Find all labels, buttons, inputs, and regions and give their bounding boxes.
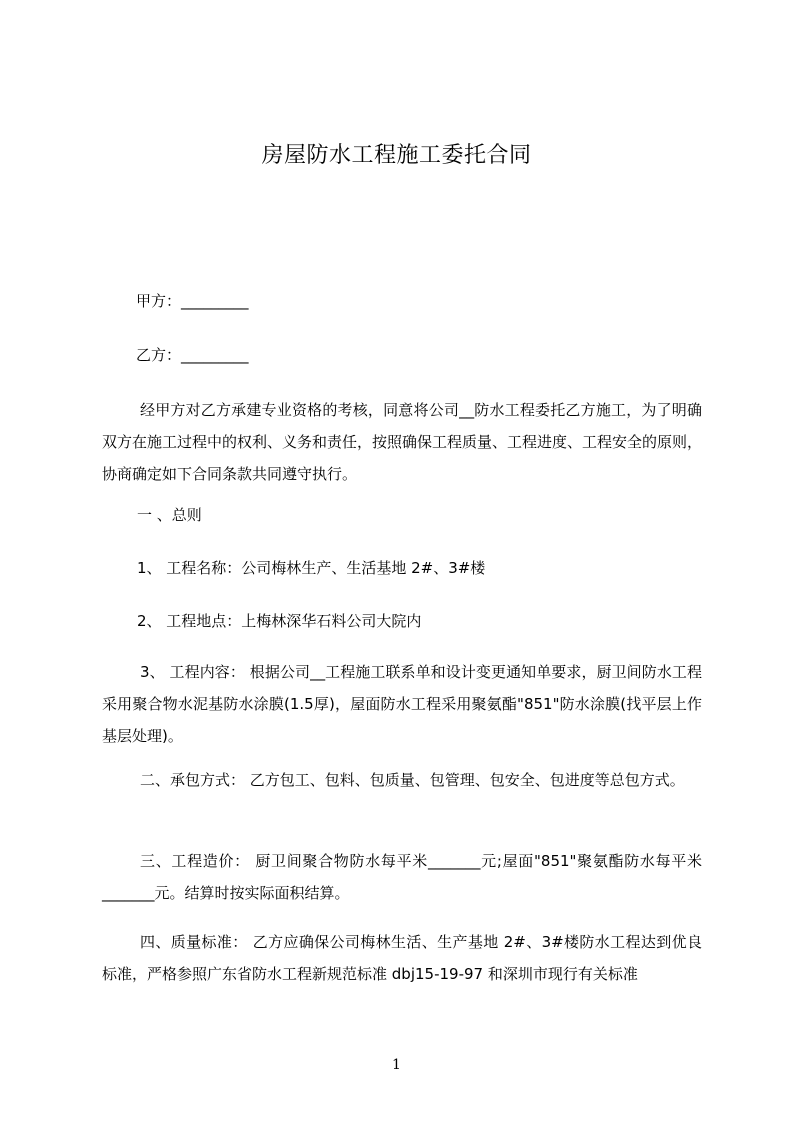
item-3-paragraph [102, 656, 702, 752]
section-2-text: 二、承包方式： 乙方包工、包料、包质量、包管理、包安全、包进度等总包方式。 [140, 771, 685, 789]
item-1-project-name: 1、 工程名称：公司梅林生产、生活基地 2#、3#楼 [137, 559, 486, 577]
item-3-text: 3、 工程内容： 根据公司__工程施工联系单和设计变更通知单要求，厨卫间防水工程采用聚合物水泥基防水涂膜(1.5厚)，屋面防水工程采用聚氨酯"851"防水涂膜(找平层上作基层处理)。 [102, 663, 702, 745]
item-2-project-location: 2、 工程地点：上梅林深华石料公司大院内 [137, 612, 422, 630]
party-b-line: 乙方：_________ [136, 346, 249, 364]
intro-paragraph [102, 394, 702, 490]
section-3-text: 三、工程造价： 厨卫间聚合物防水每平米_______元;屋面"851"聚氨酯防水每平米_______元。结算时按实际面积结算。 [102, 852, 702, 902]
section-3-paragraph [102, 845, 702, 909]
section-4-text: 四、质量标准： 乙方应确保公司梅林生活、生产基地 2#、3#楼防水工程达到优良标准，严格参照广东省防水工程新规范标准 dbj15-19-97 和深圳市现行有关标准 [102, 933, 702, 983]
page-number: 1 [392, 1057, 401, 1073]
party-a-line: 甲方：_________ [136, 292, 249, 310]
section-2-paragraph [102, 764, 702, 796]
intro-text: 经甲方对乙方承建专业资格的考核，同意将公司__防水工程委托乙方施工，为了明确双方在施工过程中的权利、义务和责任，按照确保工程质量、工程进度、工程安全的原则，协商确定如下合同条款共同遵守执行。 [102, 401, 703, 483]
section-1-heading: 一 、总则 [137, 506, 202, 524]
section-4-paragraph [102, 926, 702, 990]
document-title: 房屋防水工程施工委托合同 [261, 143, 532, 168]
